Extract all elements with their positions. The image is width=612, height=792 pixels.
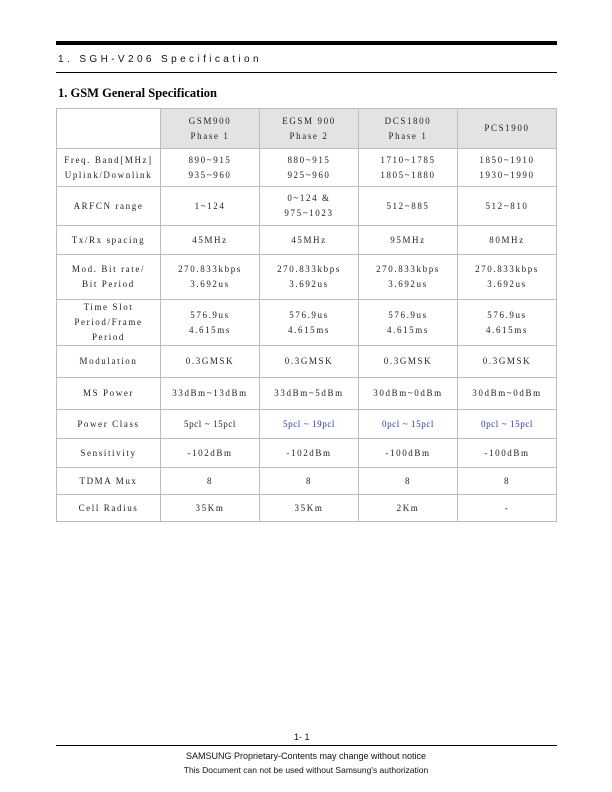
- row-label: Sensitivity: [57, 439, 161, 468]
- table-cell: 512~810: [458, 187, 557, 226]
- table-cell: 8: [458, 468, 557, 495]
- table-row-power-class: [57, 410, 557, 439]
- running-header: 1. SGH-V206 Specification: [58, 54, 262, 65]
- table-cell: 5pcl ~ 19pcl: [260, 410, 359, 439]
- table-cell: 0.3GMSK: [359, 346, 458, 378]
- table-cell: 35Km: [161, 495, 260, 522]
- table-row-ms-power: [57, 378, 557, 410]
- row-label: Mod. Bit rate/ Bit Period: [57, 255, 161, 300]
- page-number: 1- 1: [294, 732, 310, 742]
- table-cell: 576.9us 4.615ms: [260, 300, 359, 346]
- table-cell: 45MHz: [161, 226, 260, 255]
- table-cell: 0.3GMSK: [458, 346, 557, 378]
- row-label: Cell Radius: [57, 495, 161, 522]
- table-row-cell-radius: [57, 495, 557, 522]
- column-header-dcs1800: DCS1800 Phase 1: [359, 109, 458, 149]
- table-cell: 0pcl ~ 15pcl: [359, 410, 458, 439]
- table-corner-cell: [57, 109, 161, 149]
- table-cell: 880~915 925~960: [260, 149, 359, 187]
- table-cell: -: [458, 495, 557, 522]
- row-label: Power Class: [57, 410, 161, 439]
- table-cell: 30dBm~0dBm: [359, 378, 458, 410]
- table-cell: 35Km: [260, 495, 359, 522]
- table-cell: 8: [260, 468, 359, 495]
- table-row-tdma-mux: [57, 468, 557, 495]
- table-cell: 512~885: [359, 187, 458, 226]
- table-cell: 0.3GMSK: [161, 346, 260, 378]
- table-cell: 576.9us 4.615ms: [458, 300, 557, 346]
- row-label: Tx/Rx spacing: [57, 226, 161, 255]
- table-cell: 270.833kbps 3.692us: [458, 255, 557, 300]
- row-label: Time Slot Period/Frame Period: [57, 300, 161, 346]
- footer-rule: [56, 745, 557, 746]
- table-cell: 1~124: [161, 187, 260, 226]
- row-label: Modulation: [57, 346, 161, 378]
- table-cell: 576.9us 4.615ms: [161, 300, 260, 346]
- table-cell: -100dBm: [359, 439, 458, 468]
- table-row-time-slot: [57, 300, 557, 346]
- table-cell: 270.833kbps 3.692us: [260, 255, 359, 300]
- table-cell: 45MHz: [260, 226, 359, 255]
- table-cell: 1710~1785 1805~1880: [359, 149, 458, 187]
- header-rule: [56, 72, 557, 73]
- row-label: TDMA Mux: [57, 468, 161, 495]
- gsm-spec-table: [56, 108, 557, 522]
- table-cell: 80MHz: [458, 226, 557, 255]
- table-cell: 33dBm~13dBm: [161, 378, 260, 410]
- table-cell: 5pcl ~ 15pcl: [161, 410, 260, 439]
- top-rule: [56, 41, 557, 45]
- row-label: MS Power: [57, 378, 161, 410]
- table-row-arfcn: [57, 187, 557, 226]
- table-row-modulation: [57, 346, 557, 378]
- table-row-bit-rate: [57, 255, 557, 300]
- table-header-row: [57, 109, 557, 149]
- table-row-sensitivity: [57, 439, 557, 468]
- table-cell: 890~915 935~960: [161, 149, 260, 187]
- table-row-freq-band: [57, 149, 557, 187]
- column-header-gsm900: GSM900 Phase 1: [161, 109, 260, 149]
- table-cell: 0~124 & 975~1023: [260, 187, 359, 226]
- table-cell: 270.833kbps 3.692us: [161, 255, 260, 300]
- table-cell: -102dBm: [161, 439, 260, 468]
- table-cell: 576.9us 4.615ms: [359, 300, 458, 346]
- table-cell: 30dBm~0dBm: [458, 378, 557, 410]
- table-cell: 2Km: [359, 495, 458, 522]
- column-header-pcs1900: PCS1900: [458, 109, 557, 149]
- table-row-txrx-spacing: [57, 226, 557, 255]
- row-label: Freq. Band[MHz] Uplink/Downlink: [57, 149, 161, 187]
- row-label: ARFCN range: [57, 187, 161, 226]
- table-cell: 33dBm~5dBm: [260, 378, 359, 410]
- table-cell: 0.3GMSK: [260, 346, 359, 378]
- table-cell: -100dBm: [458, 439, 557, 468]
- table-cell: 0pcl ~ 15pcl: [458, 410, 557, 439]
- table-cell: 8: [359, 468, 458, 495]
- section-title: 1. GSM General Specification: [58, 86, 218, 100]
- table-cell: 95MHz: [359, 226, 458, 255]
- table-cell: 270.833kbps 3.692us: [359, 255, 458, 300]
- table-cell: 1850~1910 1930~1990: [458, 149, 557, 187]
- table-cell: -102dBm: [260, 439, 359, 468]
- footer-notice: SAMSUNG Proprietary-Contents may change without notice: [185, 751, 427, 761]
- footer-authorization: This Document can not be used without Samsung's authorization: [183, 765, 429, 775]
- table-cell: 8: [161, 468, 260, 495]
- column-header-egsm900: EGSM 900 Phase 2: [260, 109, 359, 149]
